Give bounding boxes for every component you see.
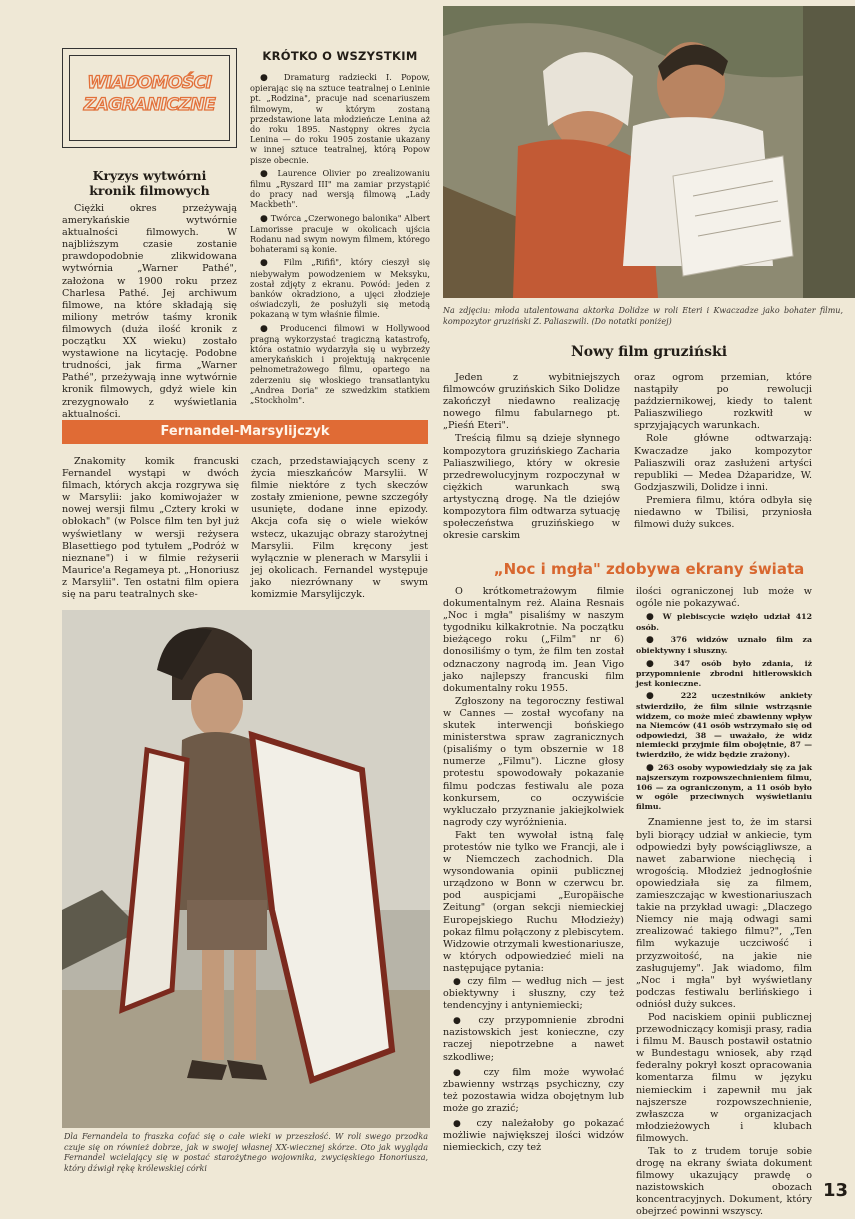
nowy-film-paragraph: Role główne odtwarzają: Kwaczadze jako kompozytor Paliaszwili oraz zasłużeni artyści republiki — Medea Dżaparidze, W. Godzjaszwili, Dolidze i inni. <box>634 433 812 493</box>
nowy-film-paragraph: Premiera filmu, która odbyła się niedawno w Tbilisi, przyniosła filmowi duży sukces. <box>634 494 812 531</box>
noc-question: ● czy film może wywołać zbawienny wstrząs psychiczny, czy też pozostawia widza obojętnym lub może go zrazić; <box>443 1067 624 1115</box>
photo-fernandel <box>62 610 430 1128</box>
noc-paragraph: Tak to z trudem toruje sobie drogę na ekrany świata dokument filmowy ukazujący prawdę o nazistowskich obozach koncentracyjnych. Dokument, który obejrzeć powinni wszyscy. <box>636 1146 812 1218</box>
page-number: 13 <box>822 1180 848 1201</box>
noc-stat: ● 347 osób było zdania, iż przypomnienie zbrodni hitlerowskich jest konieczne. <box>636 659 812 689</box>
short-news-item: ● Twórca „Czerwonego balonika" Albert Lamorisse pracuje w okolicach ujścia Rodanu nad swym nowym filmem, którego bohaterami są konie. <box>250 213 430 255</box>
noc-stat: ● 263 osoby wypowiedziały się za jak najszerszym rozpowszechnieniem filmu, 106 — za ograniczonym, a 11 osób było w ogóle przeciwnych wyświetlaniu filmu. <box>636 763 812 812</box>
nowy-film-col1 <box>443 372 620 562</box>
noc-paragraph: ilości ograniczonej lub może w ogóle nie pokazywać. <box>636 586 812 610</box>
short-news-item: ● Dramaturg radziecki I. Popow, opierając się na sztuce teatralnej o Leninie pt. „Rodzina", pracuje nad scenariuszem filmowym, w którym zostaną przedstawione lata młodzieńcze Lenina aż do roku 1895. Następny okres życia Lenina — do roku 1905 zostanie ukazany w innej sztuce teatralnej, którą Popow pisze obecnie. <box>250 72 430 165</box>
noc-stats <box>636 612 812 811</box>
kryzys-title-1: Kryzys wytwórni <box>92 168 207 183</box>
photo-eteri <box>443 6 855 298</box>
fernandel-col1 <box>62 456 239 604</box>
noc-paragraph: Znamienne jest to, że im starsi byli biorący udział w ankiecie, tym odpowiedzi były powściągliwsze, a nawet zabarwione niechęcią i wrogością. Młodzież jednogłośnie opowiedziała się za filmem, zamieszczając w kwestionariuszach takie na przykład uwagi: „Dlaczego Niemcy nie mają odwagi sami zrealizować takiego filmu?", „Ten film wykazuje uczciwość i przyzwoitość, na jakie nie zasługujemy". Jak wiadomo, film „Noc i mgła" był wyświetlany podczas festiwalu berlińskiego i odniósł duży sukces. <box>636 817 812 1010</box>
photo-eteri-caption: Na zdjęciu: młoda utalentowana aktorka Dolidze w roli Eteri i Kwaczadze jako bohater filmu, kompozytor gruziński Z. Paliaszwili. (Do notatki poniżej) <box>443 306 843 326</box>
noc-paragraph: O krótkometrażowym filmie dokumentalnym reż. Alaina Resnais „Noc i mgła" pisaliśmy w naszym tygodniku kilkakrotnie. Na początku bieżącego roku („Film" nr 6) donosiliśmy o tym, że film ten został odznaczony nagrodą im. Jean Vigo jako najlepszy francuski film dokumentalny roku 1955. <box>443 586 624 694</box>
noc-stat: ● 376 widzów uznało film za obiektywny i słuszny. <box>636 635 812 655</box>
noc-title: „Noc i mgła" zdobywa ekrany świata <box>493 560 805 578</box>
logo-line-1: WIADOMOŚCI <box>87 73 212 93</box>
nowy-film-title: Nowy film gruziński <box>570 344 728 360</box>
nowy-film-paragraph: oraz ogrom przemian, które nastąpiły po rewolucji październikowej, kiedy to talent Paliaszwiliego rozkwitł w sprzyjających warunkach. <box>634 372 812 432</box>
noc-question: ● czy przypomnienie zbrodni nazistowskich jest konieczne, czy raczej niepotrzebne a nawet szkodliwe; <box>443 1015 624 1063</box>
nowy-film-paragraph: Treścią filmu są dzieje słynnego kompozytora gruzińskiego Zacharia Paliaszwiliego, który w okresie przedrewolucyjnym rozpoczynał w ciężkich warunkach swą artystyczną drogę. Na tle dziejów kompozytora film odtwarza sytuację społeczeństwa gruzińskiego w okresie carskim <box>443 433 620 542</box>
fernandel-paragraph: czach, przedstawiających sceny z życia mieszkańców Marsylii. W filmie niektóre z tych skeczów zostały zmienione, pewne szczegóły usunięte, dodane inne epizody. Akcja cofa się o wiele wieków wstecz, ukazując obrazy starożytnej Marsylii. Film kręcony jest wyłącznie w plenerach w Marsylii i jej okolicach. Fernandel występuje jako niezrównany w swym komizmie Marsylijczyk. <box>251 456 428 601</box>
logo-box <box>62 48 237 148</box>
kryzys-paragraph: Ciężki okres przeżywają amerykańskie wytwórnie aktualności filmowych. W najbliższym czasie zostanie prawdopodobnie zlikwidowana wytwórnia „Warner Pathé", założona w 1900 roku przez Charlesa Pathé. Jej archiwum filmowe, na które składają się miliony metrów taśmy kronik filmowych (duża ilość kronik z początku XX wieku) zostało wystawione na licytację. Podobne trudności, jak firma „Warner Pathé", przeżywają inne wytwórnie kronik filmowych, gdyż wiele kin zrezygnowało z wyświetlania aktualności. <box>62 203 237 420</box>
short-news-item: ● Producenci filmowi w Hollywood pragną wykorzystać tragiczną katastrofę, która ostatnio wydarzyła się u wybrzeży amerykańskich i projektują nakręcenie pełnometrażowego filmu, opartego na zderzeniu się włoskiego transatlantyku „Andrea Doria" ze szwedzkim statkiem „Stockholm". <box>250 323 430 406</box>
noc-stat: ● W plebiscycie wzięło udział 412 osób. <box>636 612 812 632</box>
short-news-title: KRÓTKO O WSZYSTKIM <box>262 49 418 63</box>
photo-fernandel-caption: Dla Fernandela to fraszka cofać się o całe wieki w przeszłość. W roli swego przodka czuje się on również dobrze, jak w swojej własnej XX-wiecznej skórze. Oto jak wygląda Fernandel wcielający się w postać starożytnego wojownika, zwycięskiego Honoriusza, który dźwigł rękę królewskiej córki <box>64 1132 428 1173</box>
noc-paragraph: Pod naciskiem opinii publicznej przewodniczący komisji prasy, radia i filmu M. Bausch postawił ostatnio w Bundestagu wniosek, aby rząd federalny pokrył koszt opracowania komentarza filmu w języku niemieckim i zapewnił mu jak najszersze rozpowszechnienie, zwłaszcza w organizacjach młodzieżowych i klubach filmowych. <box>636 1011 812 1144</box>
photo-fernandel-illustration <box>62 610 430 1128</box>
kryzys-title-2: kronik filmowych <box>89 183 210 198</box>
noc-question: ● czy film — według nich — jest obiektywny i słuszny, czy też tendencyjny i antyniemiecki; <box>443 976 624 1012</box>
noc-stat: ● 222 uczestników ankiety stwierdziło, że film silnie wstrząsnie widzem, co może mieć zbawienny wpływ na Niemców (41 osób wstrzymało się od odpowiedzi, 38 — uważało, że widz niemiecki przyjmie film obojętnie, 87 — twierdziło, że widz będzie zrażony). <box>636 691 812 759</box>
noc-question: ● czy należałoby go pokazać możliwie największej ilości widzów niemieckich, czy też <box>443 1118 624 1154</box>
noc-col2 <box>636 586 812 1218</box>
photo-eteri-illustration <box>443 6 855 298</box>
nowy-film-paragraph: Jeden z wybitniejszych filmowców gruzińskich Siko Dolidze zakończył niedawno realizację nowego filmu fabularnego pt. „Pieśń Eteri". <box>443 372 620 432</box>
kryzys-body <box>62 203 237 420</box>
short-news-item: ● Laurence Olivier po zrealizowaniu filmu „Ryszard III" ma zamiar przystąpić do pracy nad wersją filmową „Lady Mackbeth". <box>250 168 430 210</box>
fernandel-col2 <box>251 456 428 604</box>
fernandel-paragraph: Znakomity komik francuski Fernandel wystąpi w dwóch filmach, których akcja rozgrywa się w Marsylii: jako komiwojażer w nowej wersji filmu „Cztery kroki w obłokach" (w Polsce film ten był już wyświetlany w wersji reżysera Blasettiego pod tytułem „Podróż w nieznane") i w filmie reżyserii Maurice'a Regameya pt. „Honoriusz z Marsylii". Ten ostatni film opiera się na paru teatralnych ske- <box>62 456 239 601</box>
noc-paragraph: Fakt ten wywołał istną falę protestów nie tylko we Francji, ale i w Niemczech zachodnich. Dla wysondowania opinii publicznej urządzono w Bonn w czerwcu br. pod auspicjami „Europäische Zeitung" (organ sekcji niemieckiej Europejskiego Ruchu Młodzieży) pokaz filmu połączony z plebiscytem. Widzowie otrzymali kwestionariusze, w których odpowiedzieć mieli na następujące pytania: <box>443 829 624 974</box>
nowy-film-col2 <box>634 372 812 562</box>
noc-paragraph: Zgłoszony na tegoroczny festiwal w Cannes — został wycofany na skutek interwencji bońskiego ministerstwa spraw zagranicznych (pisaliśmy o tym obszernie w 18 numerze „Filmu"). Liczne głosy protestu spowodowały pokazanie filmu podczas festiwalu ale poza konkursem, co oczywiście wykluczało przyznanie jakiejkolwiek nagrody czy wyróżnienia. <box>443 695 624 828</box>
logo-line-2: ZAGRANICZNE <box>83 95 216 115</box>
fernandel-banner: Fernandel-Marsylijczyk <box>62 420 428 444</box>
noc-col1 <box>443 586 624 1172</box>
short-news-list <box>250 72 430 408</box>
short-news-item: ● Film „Rififi", który cieszył się niebywałym powodzeniem w Meksyku, został zdjęty z ekranu. Powód: jeden z banków okradziono, a ujęci złodzieje oświadczyli, że posłużyli się metodą pokazaną w tym właśnie filmie. <box>250 257 430 319</box>
